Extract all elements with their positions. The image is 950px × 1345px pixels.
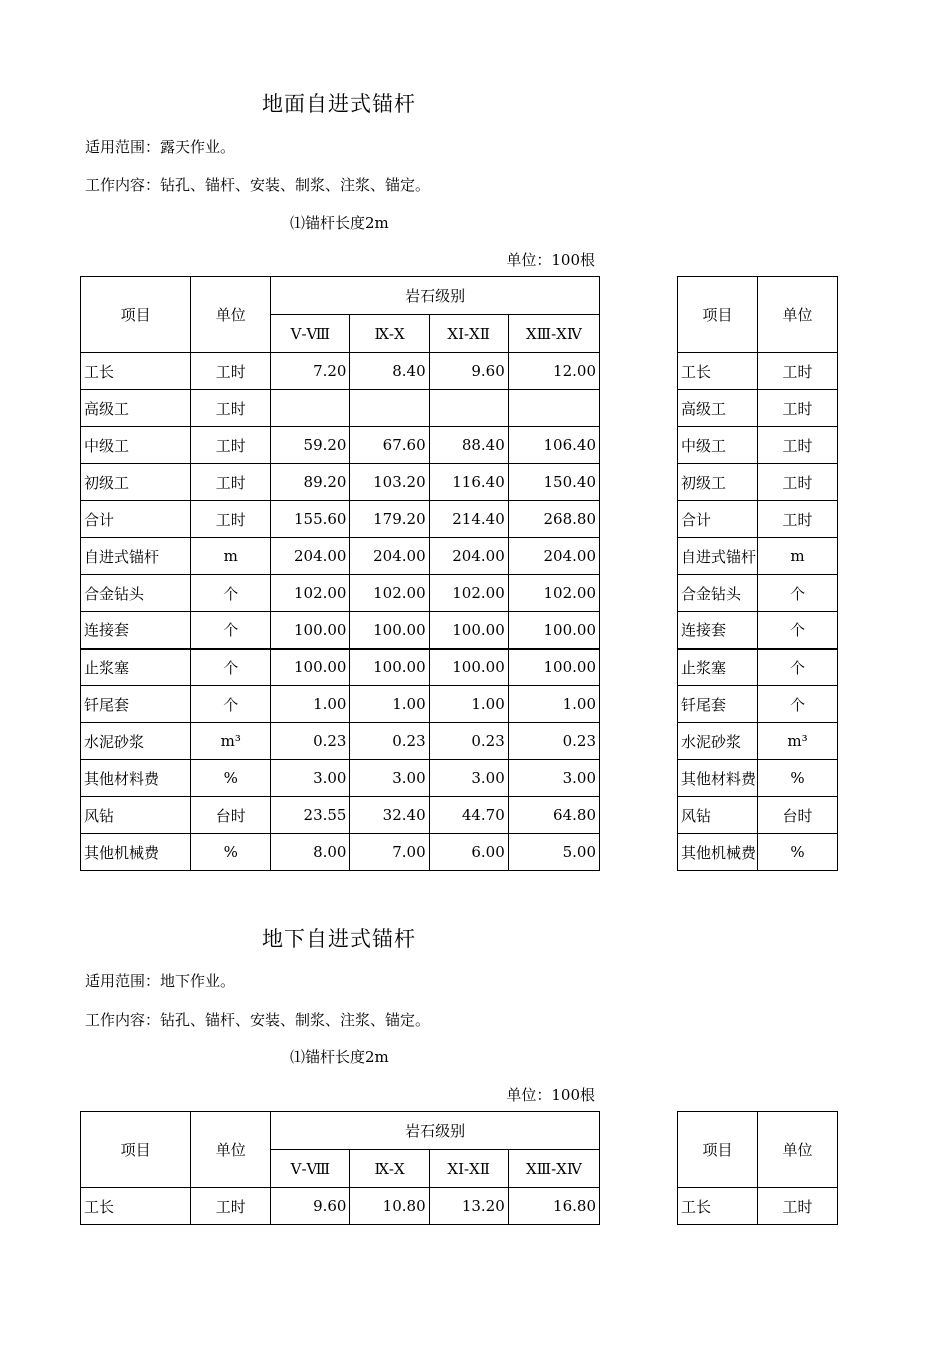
table-row	[81, 575, 600, 612]
table-row	[678, 834, 838, 871]
row-unit: 个	[758, 612, 838, 649]
table-row	[678, 501, 838, 538]
table-row	[678, 464, 838, 501]
table-row	[81, 834, 600, 871]
row-item: 合金钻头	[678, 575, 758, 612]
row-item: 其他机械费	[81, 834, 191, 871]
row-value-grade-3: 44.70	[429, 797, 508, 834]
row-value-grade-1: 204.00	[271, 538, 350, 575]
table-row	[81, 723, 600, 760]
table-row	[81, 501, 600, 538]
section1-side-table	[677, 276, 838, 871]
header-grade-2: Ⅸ-Ⅹ	[350, 1150, 429, 1188]
row-value-grade-2: 3.00	[350, 760, 429, 797]
row-value-grade-3	[429, 390, 508, 427]
row-item: 止浆塞	[81, 649, 191, 686]
row-value-grade-3: 6.00	[429, 834, 508, 871]
section1-title: 地面自进式锚杆	[262, 92, 416, 116]
row-unit: 工时	[758, 390, 838, 427]
row-value-grade-3: 100.00	[429, 649, 508, 686]
row-item: 自进式锚杆	[678, 538, 758, 575]
row-value-grade-1: 102.00	[271, 575, 350, 612]
row-value-grade-1: 0.23	[271, 723, 350, 760]
row-unit: 个	[191, 612, 271, 649]
section1-work-content: 工作内容：钻孔、锚杆、安装、制浆、注浆、锚定。	[85, 176, 431, 194]
table-row	[678, 649, 838, 686]
table-row	[81, 538, 600, 575]
row-value-grade-3: 9.60	[429, 353, 508, 390]
section1-scope: 适用范围：露天作业。	[85, 138, 236, 156]
row-unit: 工时	[191, 464, 271, 501]
table-row	[81, 390, 600, 427]
row-value-grade-4: 0.23	[508, 723, 599, 760]
header-grade-3: ⅩⅠ-ⅩⅡ	[429, 315, 508, 353]
row-item: 初级工	[81, 464, 191, 501]
header-rock-grade: 岩石级别	[271, 1112, 600, 1150]
row-value-grade-4: 1.00	[508, 686, 599, 723]
section2-scope: 适用范围：地下作业。	[85, 972, 236, 990]
row-value-grade-1: 7.20	[271, 353, 350, 390]
row-item: 其他材料费	[678, 760, 758, 797]
row-value-grade-3: 13.20	[429, 1188, 508, 1225]
row-value-grade-1: 100.00	[271, 649, 350, 686]
header-grade-1: Ⅴ-Ⅷ	[271, 1150, 350, 1188]
table-row	[81, 612, 600, 649]
row-item: 钎尾套	[678, 686, 758, 723]
row-item: 中级工	[81, 427, 191, 464]
row-item: 钎尾套	[81, 686, 191, 723]
row-value-grade-2: 102.00	[350, 575, 429, 612]
row-value-grade-2: 100.00	[350, 649, 429, 686]
row-unit: 工时	[191, 501, 271, 538]
row-item: 其他机械费	[678, 834, 758, 871]
header-rock-grade: 岩石级别	[271, 277, 600, 315]
row-value-grade-3: 102.00	[429, 575, 508, 612]
table-row	[678, 1188, 838, 1225]
row-value-grade-2: 0.23	[350, 723, 429, 760]
row-unit: 个	[191, 686, 271, 723]
header-grade-3: ⅩⅠ-ⅩⅡ	[429, 1150, 508, 1188]
row-value-grade-3: 1.00	[429, 686, 508, 723]
header-unit: 单位	[191, 1112, 271, 1188]
row-value-grade-1	[271, 390, 350, 427]
table-row	[678, 723, 838, 760]
row-unit: 个	[758, 575, 838, 612]
section2-work-content: 工作内容：钻孔、锚杆、安装、制浆、注浆、锚定。	[85, 1011, 431, 1029]
row-value-grade-2: 103.20	[350, 464, 429, 501]
table-row	[678, 797, 838, 834]
row-item: 合金钻头	[81, 575, 191, 612]
row-value-grade-2	[350, 390, 429, 427]
table-row	[678, 353, 838, 390]
row-unit: 个	[758, 686, 838, 723]
row-item: 自进式锚杆	[81, 538, 191, 575]
row-unit: 工时	[758, 501, 838, 538]
row-unit: m³	[758, 723, 838, 760]
table-row	[678, 760, 838, 797]
row-value-grade-4: 3.00	[508, 760, 599, 797]
row-value-grade-1: 1.00	[271, 686, 350, 723]
row-unit: 工时	[758, 427, 838, 464]
row-value-grade-1: 89.20	[271, 464, 350, 501]
section2-unit-note: 单位：100根	[506, 1086, 595, 1104]
row-item: 连接套	[81, 612, 191, 649]
row-item: 连接套	[678, 612, 758, 649]
row-item: 工长	[81, 1188, 191, 1225]
row-unit: 工时	[758, 1188, 838, 1225]
table-row	[678, 538, 838, 575]
row-value-grade-4: 64.80	[508, 797, 599, 834]
row-value-grade-2: 204.00	[350, 538, 429, 575]
row-unit: 工时	[191, 390, 271, 427]
row-value-grade-1: 23.55	[271, 797, 350, 834]
row-value-grade-2: 32.40	[350, 797, 429, 834]
row-value-grade-3: 100.00	[429, 612, 508, 649]
header-item: 项目	[81, 277, 191, 353]
row-unit: 工时	[191, 353, 271, 390]
row-unit: 工时	[758, 353, 838, 390]
row-value-grade-3: 214.40	[429, 501, 508, 538]
row-item: 高级工	[678, 390, 758, 427]
row-value-grade-4: 5.00	[508, 834, 599, 871]
row-unit: m³	[191, 723, 271, 760]
header-grade-4: ⅩⅢ-ⅩⅣ	[508, 315, 599, 353]
side-header-unit: 单位	[758, 1112, 838, 1188]
row-value-grade-4: 100.00	[508, 612, 599, 649]
row-value-grade-2: 10.80	[350, 1188, 429, 1225]
row-item: 水泥砂浆	[678, 723, 758, 760]
row-unit: m	[191, 538, 271, 575]
row-unit: 个	[191, 575, 271, 612]
header-grade-4: ⅩⅢ-ⅩⅣ	[508, 1150, 599, 1188]
row-unit: %	[191, 760, 271, 797]
side-header-item: 项目	[678, 277, 758, 353]
row-value-grade-3: 0.23	[429, 723, 508, 760]
row-unit: 台时	[758, 797, 838, 834]
section1-unit-note: 单位：100根	[506, 251, 595, 269]
row-item: 高级工	[81, 390, 191, 427]
row-value-grade-3: 3.00	[429, 760, 508, 797]
side-header-unit: 单位	[758, 277, 838, 353]
section2-title: 地下自进式锚杆	[262, 927, 416, 951]
row-unit: 工时	[191, 427, 271, 464]
row-unit: 台时	[191, 797, 271, 834]
table-row	[678, 612, 838, 649]
table-row	[81, 686, 600, 723]
row-value-grade-2: 1.00	[350, 686, 429, 723]
header-grade-2: Ⅸ-Ⅹ	[350, 315, 429, 353]
row-item: 工长	[81, 353, 191, 390]
section2-main-table	[80, 1111, 600, 1225]
row-unit: 个	[758, 649, 838, 686]
table-row	[81, 1188, 600, 1225]
row-item: 合计	[678, 501, 758, 538]
row-value-grade-3: 204.00	[429, 538, 508, 575]
section2-subtitle: ⑴锚杆长度2m	[290, 1048, 389, 1066]
header-grade-1: Ⅴ-Ⅷ	[271, 315, 350, 353]
row-item: 其他材料费	[81, 760, 191, 797]
row-value-grade-3: 88.40	[429, 427, 508, 464]
header-item: 项目	[81, 1112, 191, 1188]
row-value-grade-4: 106.40	[508, 427, 599, 464]
row-value-grade-1: 9.60	[271, 1188, 350, 1225]
row-unit: %	[758, 834, 838, 871]
row-item: 水泥砂浆	[81, 723, 191, 760]
header-unit: 单位	[191, 277, 271, 353]
row-item: 风钻	[678, 797, 758, 834]
table-row	[81, 353, 600, 390]
row-item: 合计	[81, 501, 191, 538]
row-value-grade-4: 204.00	[508, 538, 599, 575]
row-unit: %	[191, 834, 271, 871]
row-value-grade-4: 16.80	[508, 1188, 599, 1225]
row-value-grade-4: 12.00	[508, 353, 599, 390]
row-unit: 个	[191, 649, 271, 686]
table-row	[81, 464, 600, 501]
table-row	[678, 390, 838, 427]
row-unit: %	[758, 760, 838, 797]
row-item: 风钻	[81, 797, 191, 834]
row-value-grade-1: 3.00	[271, 760, 350, 797]
row-unit: 工时	[758, 464, 838, 501]
row-value-grade-2: 7.00	[350, 834, 429, 871]
row-value-grade-4: 102.00	[508, 575, 599, 612]
row-value-grade-3: 116.40	[429, 464, 508, 501]
table-row	[81, 427, 600, 464]
table-row	[81, 797, 600, 834]
row-value-grade-2: 8.40	[350, 353, 429, 390]
row-unit: 工时	[191, 1188, 271, 1225]
row-item: 中级工	[678, 427, 758, 464]
row-unit: m	[758, 538, 838, 575]
row-value-grade-4: 100.00	[508, 649, 599, 686]
section1-subtitle: ⑴锚杆长度2m	[290, 214, 389, 232]
row-value-grade-1: 59.20	[271, 427, 350, 464]
table-row	[678, 575, 838, 612]
row-value-grade-4	[508, 390, 599, 427]
row-item: 初级工	[678, 464, 758, 501]
row-item: 工长	[678, 1188, 758, 1225]
table-row	[678, 427, 838, 464]
row-item: 止浆塞	[678, 649, 758, 686]
section1-main-table	[80, 276, 600, 871]
row-value-grade-4: 268.80	[508, 501, 599, 538]
section2-side-table	[677, 1111, 838, 1225]
row-item: 工长	[678, 353, 758, 390]
table-row	[678, 686, 838, 723]
row-value-grade-2: 179.20	[350, 501, 429, 538]
row-value-grade-1: 100.00	[271, 612, 350, 649]
row-value-grade-2: 100.00	[350, 612, 429, 649]
table-row	[81, 649, 600, 686]
row-value-grade-4: 150.40	[508, 464, 599, 501]
side-header-item: 项目	[678, 1112, 758, 1188]
row-value-grade-2: 67.60	[350, 427, 429, 464]
table-row	[81, 760, 600, 797]
row-value-grade-1: 8.00	[271, 834, 350, 871]
row-value-grade-1: 155.60	[271, 501, 350, 538]
